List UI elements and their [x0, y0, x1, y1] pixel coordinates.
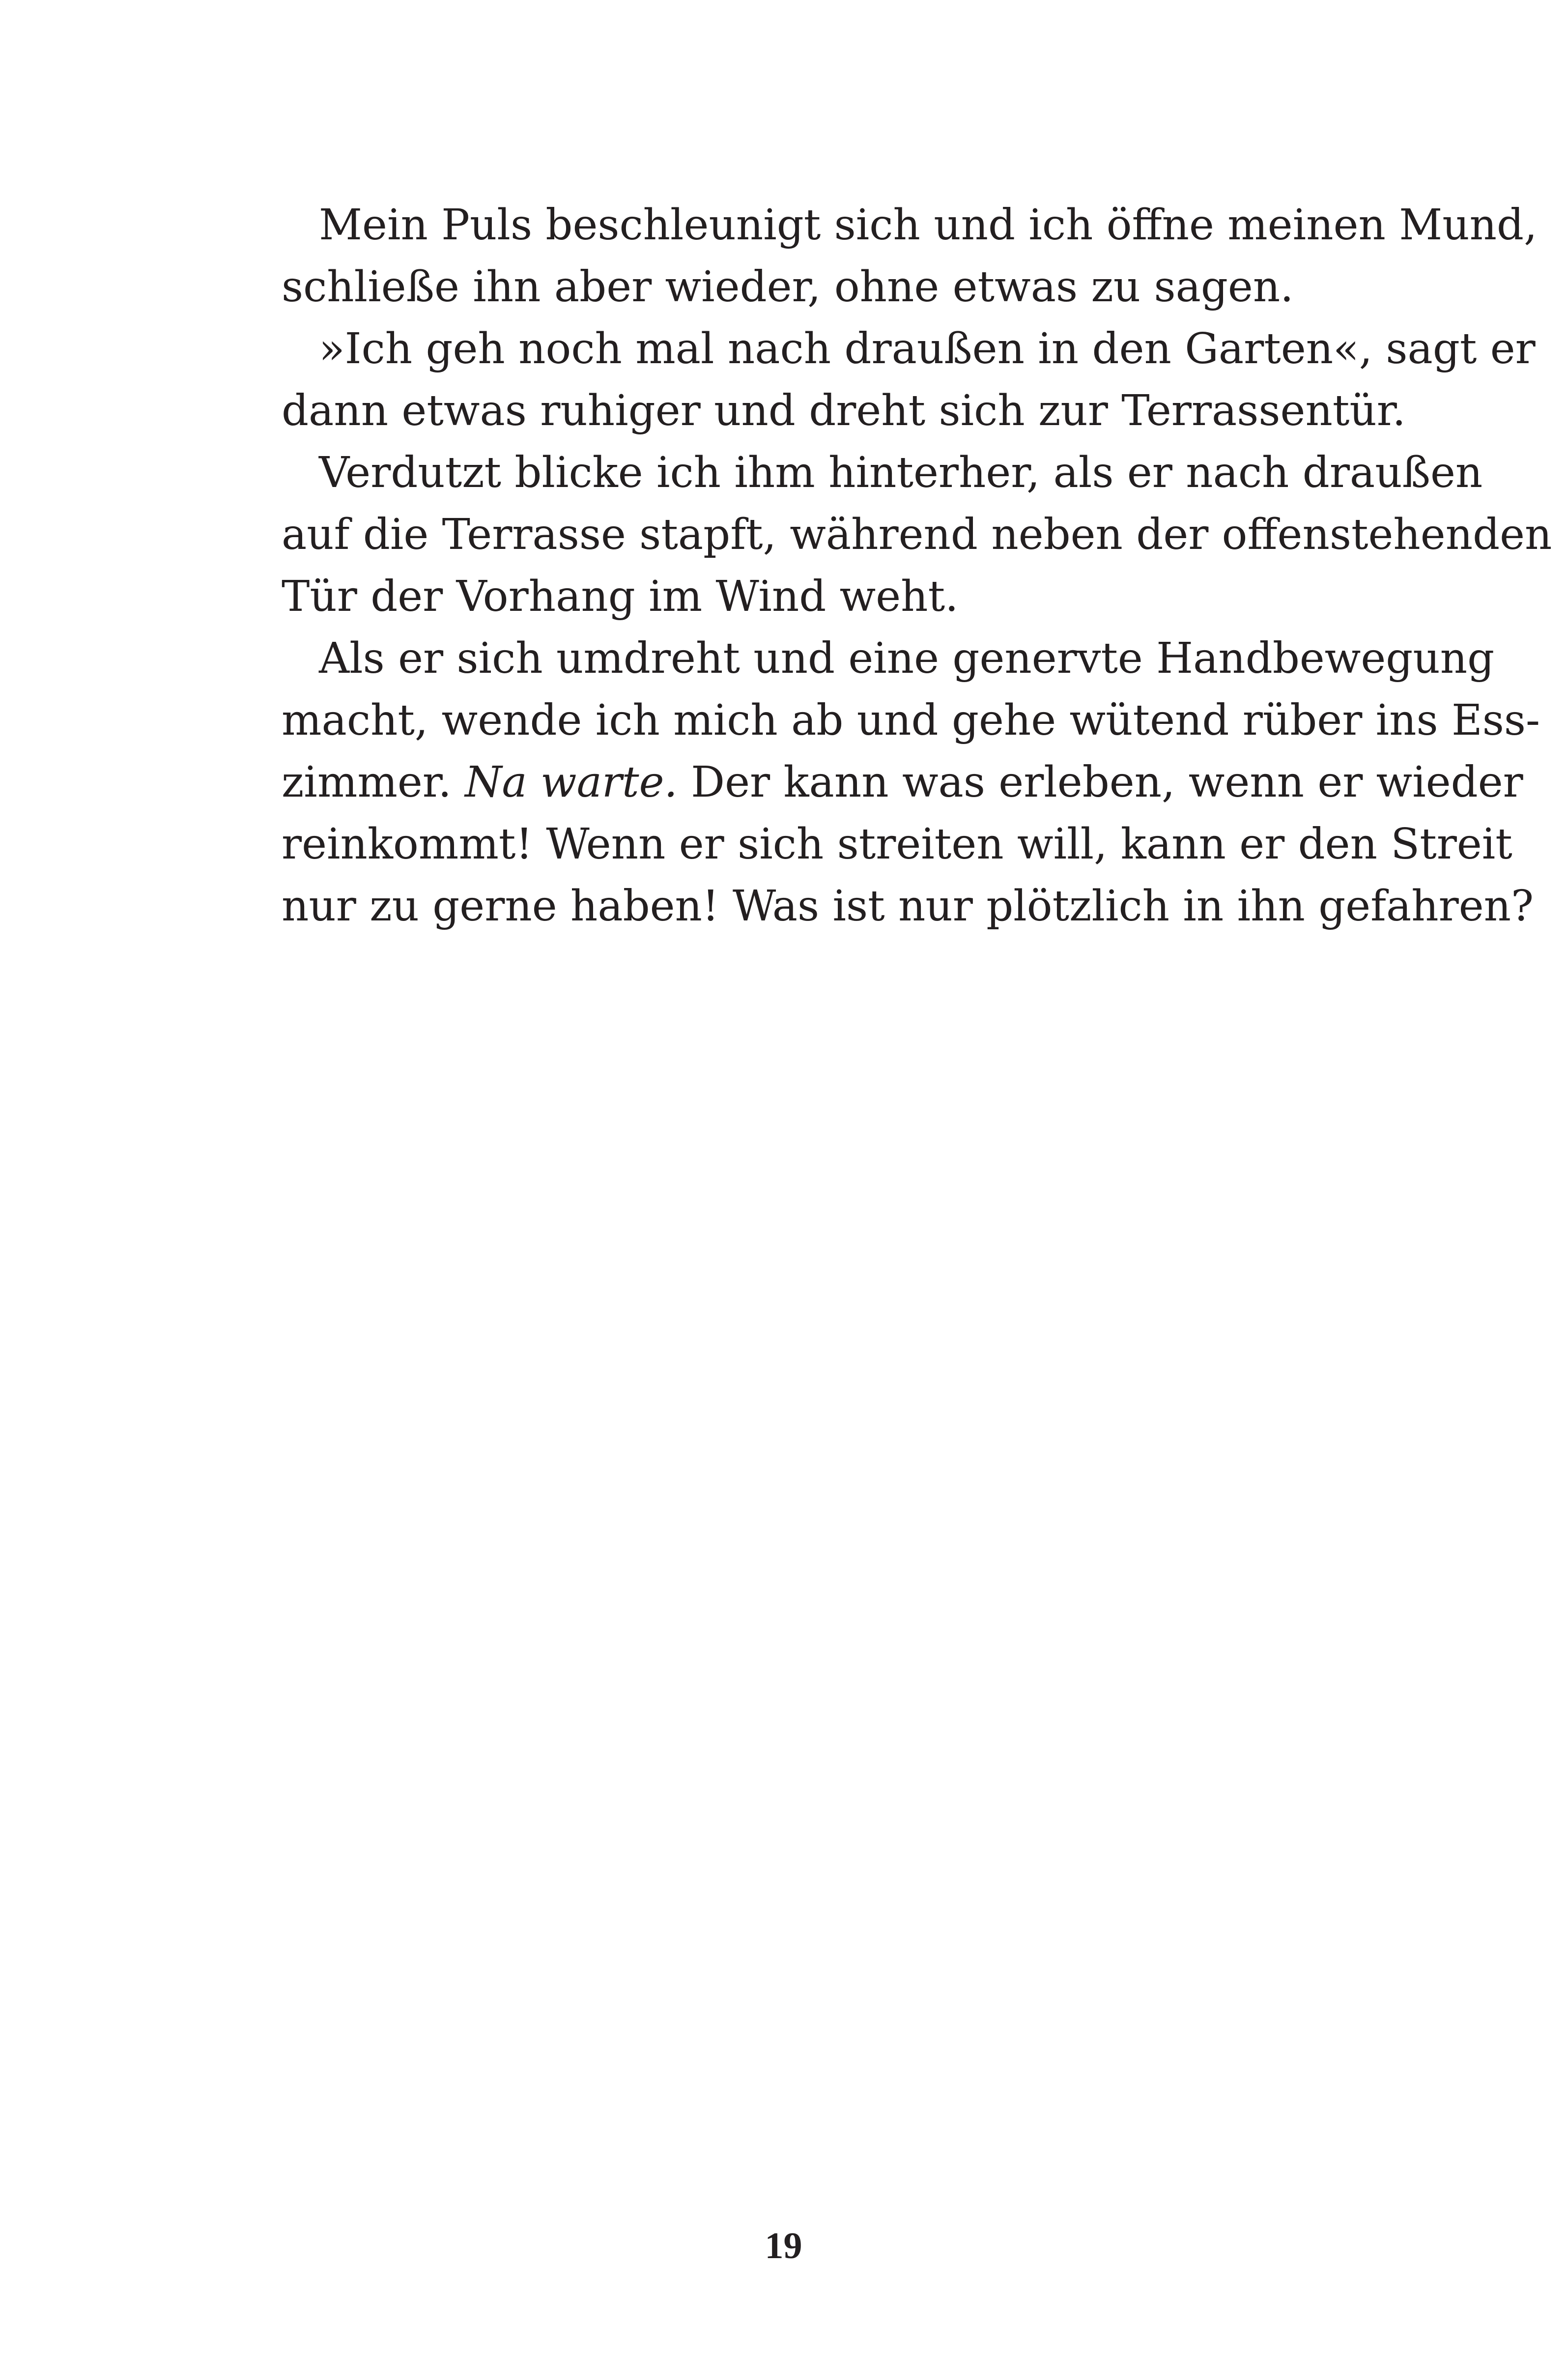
text-segment: Der kann was erleben, wenn er wieder — [677, 758, 1523, 807]
text-line: Verdutzt blicke ich ihm hinterher, als er nach draußen — [319, 448, 1483, 497]
text-line: »Ich geh noch mal nach draußen in den Garten«, sagt er — [319, 324, 1536, 373]
text-line: dann etwas ruhiger und dreht sich zur Terrassentür. — [282, 386, 1406, 435]
body-text — [282, 194, 1552, 937]
text-line: schließe ihn aber wieder, ohne etwas zu sagen. — [282, 262, 1294, 312]
text-line: Als er sich umdreht und eine genervte Handbewegung — [319, 634, 1495, 683]
text-line — [282, 751, 1523, 813]
text-line: Tür der Vorhang im Wind weht. — [282, 572, 959, 621]
text-line: Mein Puls beschleunigt sich und ich öffne meinen Mund, — [319, 201, 1538, 250]
italic-text: Na warte. — [465, 758, 678, 807]
page-number: 19 — [765, 2225, 802, 2266]
text-segment: zimmer. — [282, 758, 465, 807]
text-line: reinkommt! Wenn er sich streiten will, kann er den Streit — [282, 820, 1512, 869]
text-line: macht, wende ich mich ab und gehe wütend rüber ins Ess- — [282, 696, 1540, 745]
text-line: nur zu gerne haben! Was ist nur plötzlich in ihn gefahren? — [282, 882, 1534, 931]
text-line: auf die Terrasse stapft, während neben der offenstehenden — [282, 510, 1552, 559]
